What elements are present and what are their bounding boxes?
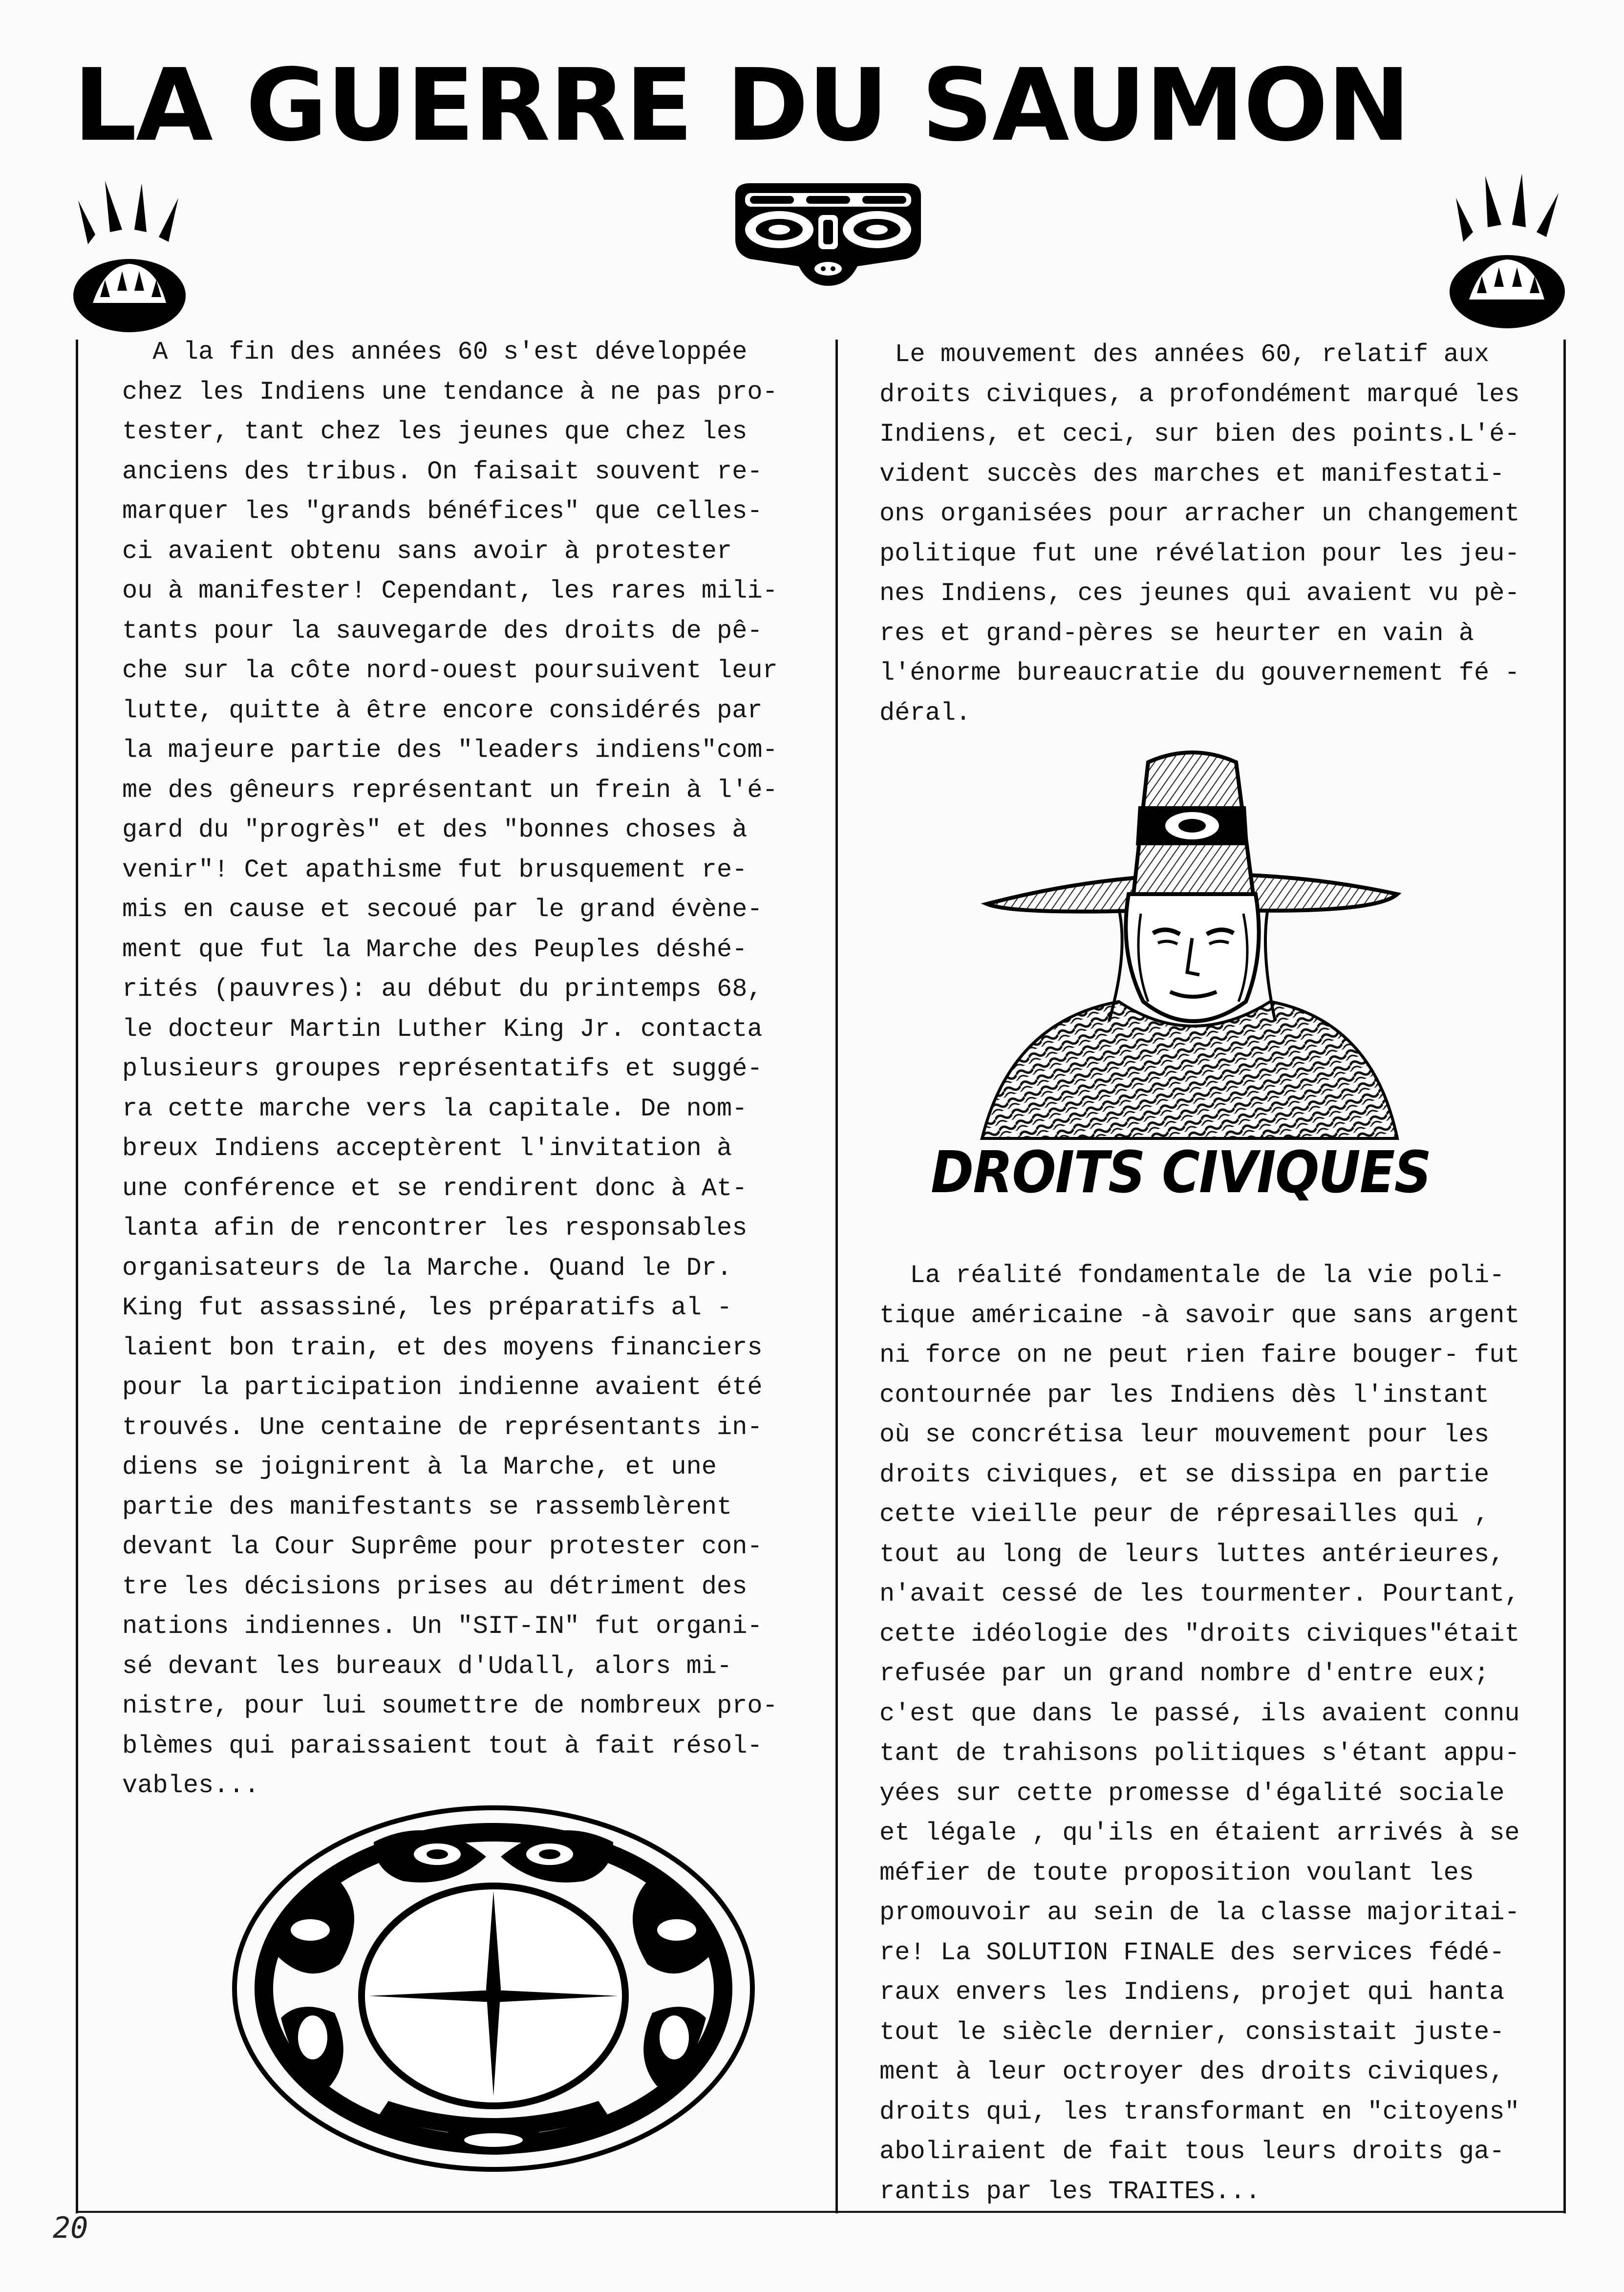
section-heading: DROITS CIVIQUES (931, 1138, 1431, 1206)
text-line: et légale , qu'ils en étaient arrivés à se (879, 1819, 1520, 1847)
left-column-text (122, 332, 778, 1806)
text-line: yées sur cette promesse d'égalité sociale (879, 1778, 1505, 1808)
text-line: ou à manifester! Cependant, les rares mili- (122, 577, 778, 605)
totem-mask-icon (730, 181, 926, 288)
formline-circle-illustration (227, 1803, 760, 2174)
text-line: tester, tant chez les jeunes que chez les (122, 417, 748, 446)
text-line: nes Indiens, ces jeunes qui avaient vu pè- (879, 579, 1520, 608)
text-line: tout au long de leurs luttes antérieures, (879, 1540, 1505, 1569)
text-line: vables... (122, 1771, 259, 1800)
text-line: ons organisées pour arracher un changement (879, 499, 1520, 528)
text-line: La réalité fondamentale de la vie poli- (879, 1261, 1505, 1290)
text-line: ra cette marche vers la capitale. De nom- (122, 1094, 748, 1123)
text-line: che sur la côte nord-ouest poursuivent leur (122, 656, 778, 685)
bear-paw-icon (1444, 164, 1571, 330)
text-line: la majeure partie des "leaders indiens"com- (122, 736, 778, 765)
text-line: chez les Indiens une tendance à ne pas pro- (122, 377, 778, 407)
text-line: raux envers les Indiens, projet qui hanta (879, 1978, 1505, 2007)
text-line: blèmes qui paraissaient tout à fait résol- (122, 1731, 763, 1760)
text-line: partie des manifestants se rassemblèrent (122, 1492, 732, 1521)
text-line: re! La SOLUTION FINALE des services fédé- (879, 1938, 1505, 1967)
text-line: promouvoir au sein de la classe majoritai- (879, 1898, 1520, 1927)
text-line: mis en cause et secoué par le grand évène- (122, 895, 763, 924)
text-line: A la fin des années 60 s'est développée (122, 338, 748, 366)
text-line: venir"! Cet apathisme fut brusquement re- (122, 855, 748, 884)
text-line: méfier de toute proposition voulant les (879, 1858, 1474, 1887)
text-line: tique américaine -à savoir que sans argent (879, 1301, 1520, 1330)
text-line: devant la Cour Suprême pour protester con- (122, 1532, 763, 1561)
page-number: 20 (53, 2211, 88, 2245)
center-column-rule (835, 340, 838, 2213)
text-line: tre les décisions prises au détriment des (122, 1572, 748, 1601)
text-line: droits civiques, a profondément marqué les (879, 380, 1520, 409)
text-line: marquer les "grands bénéfices" que celles- (122, 497, 763, 526)
text-line: rités (pauvres): au début du printemps 68, (122, 975, 763, 1004)
text-line: laient bon train, et des moyens financiers (122, 1333, 763, 1362)
bear-paw-icon (68, 171, 195, 332)
text-line: droits qui, les transformant en "citoyens" (879, 2097, 1520, 2126)
text-line: gard du "progrès" et des "bonnes choses à (122, 815, 748, 844)
text-line: tout le siècle dernier, consistait juste- (879, 2017, 1505, 2047)
right-column-bottom-text (879, 1256, 1520, 2211)
text-line: politique fut une révélation pour les jeu- (879, 539, 1520, 568)
text-line: c'est que dans le passé, ils avaient connu (879, 1699, 1520, 1728)
text-line: cette idéologie des "droits civiques"était (879, 1619, 1520, 1649)
text-line: refusée par un grand nombre d'entre eux; (879, 1659, 1490, 1688)
text-line: diens se joignirent à la Marche, et une (122, 1453, 717, 1481)
text-line: Le mouvement des années 60, relatif aux (879, 340, 1490, 369)
text-line: contournée par les Indiens dès l'instant (879, 1380, 1490, 1410)
text-line: déral. (879, 698, 971, 728)
text-line: une conférence et se rendirent donc à At- (122, 1174, 748, 1203)
text-line: tants pour la sauvegarde des droits de pê- (122, 616, 763, 645)
text-line: nations indiennes. Un "SIT-IN" fut organi- (122, 1612, 763, 1641)
portrait-illustration (972, 748, 1412, 1148)
text-line: vident succès des marches et manifestati- (879, 459, 1505, 489)
text-line: l'énorme bureaucratie du gouvernement fé - (879, 659, 1520, 687)
text-line: lutte, quitte à être encore considérés par (122, 696, 763, 725)
text-line: droits civiques, et se dissipa en partie (879, 1460, 1490, 1489)
text-line: King fut assassiné, les préparatifs al - (122, 1293, 732, 1322)
left-column-rule (76, 340, 78, 2213)
text-line: me des gêneurs représentant un frein à l'é- (122, 775, 778, 805)
text-line: pour la participation indienne avaient été (122, 1373, 763, 1402)
text-line: ni force on ne peut rien faire bouger- fut (879, 1341, 1520, 1370)
text-line: cette vieille peur de répresailles qui , (879, 1500, 1490, 1529)
text-line: tant de trahisons politiques s'étant appu- (879, 1739, 1520, 1768)
text-line: le docteur Martin Luther King Jr. contacta (122, 1014, 763, 1044)
text-line: anciens des tribus. On faisait souvent re- (122, 457, 763, 486)
text-line: aboliraient de fait tous leurs droits ga- (879, 2137, 1505, 2166)
text-line: res et grand-pères se heurter en vain à (879, 619, 1474, 648)
right-column-rule (1563, 340, 1566, 2213)
page-title: LA GUERRE DU SAUMON (73, 48, 1410, 164)
text-line: ci avaient obtenu sans avoir à protester (122, 536, 732, 566)
text-line: organisateurs de la Marche. Quand le Dr. (122, 1253, 732, 1283)
text-line: nistre, pour lui soumettre de nombreux pro- (122, 1692, 778, 1720)
text-line: n'avait cessé de les tourmenter. Pourtant, (879, 1580, 1520, 1608)
right-column-top-text (879, 335, 1520, 733)
text-line: lanta afin de rencontrer les responsables (122, 1214, 748, 1242)
text-line: où se concrétisa leur mouvement pour les (879, 1420, 1490, 1449)
text-line: ment que fut la Marche des Peuples déshé- (122, 935, 748, 964)
text-line: plusieurs groupes représentatifs et suggé- (122, 1054, 763, 1083)
text-line: ment à leur octroyer des droits civiques, (879, 2057, 1505, 2086)
text-line: sé devant les bureaux d'Udall, alors mi- (122, 1651, 732, 1681)
text-line: breux Indiens acceptèrent l'invitation à (122, 1134, 732, 1163)
text-line: rantis par les TRAITES... (879, 2177, 1261, 2206)
text-line: trouvés. Une centaine de représentants in- (122, 1413, 763, 1442)
text-line: Indiens, et ceci, sur bien des points.L'é- (879, 420, 1520, 449)
